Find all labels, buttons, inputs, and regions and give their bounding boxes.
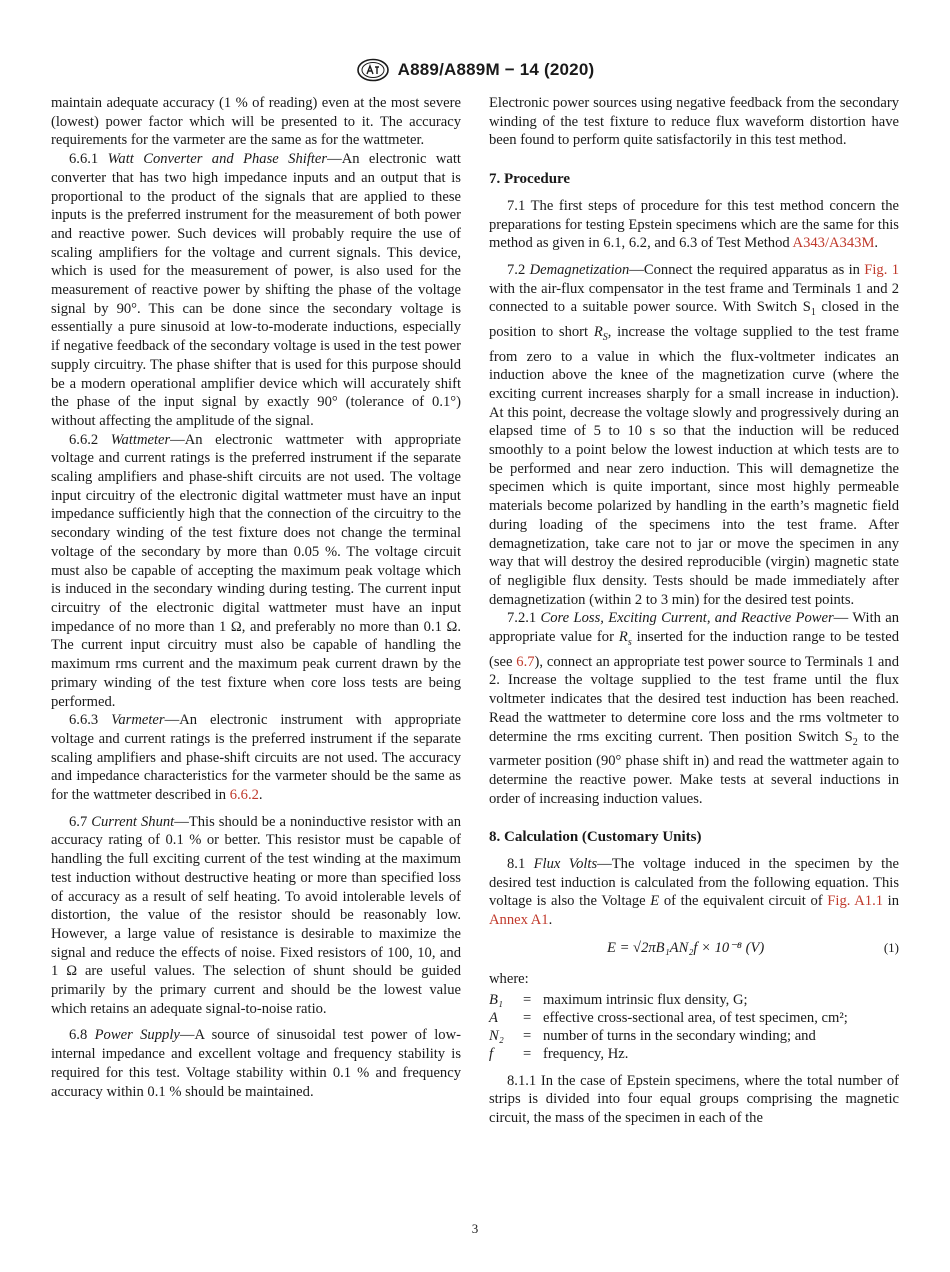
link-a343[interactable]: A343/A343M <box>792 235 875 252</box>
equation-1 <box>489 932 899 966</box>
page-header <box>0 56 950 84</box>
left-column <box>51 94 461 1101</box>
section-8-1: 8.1 Flux Volts—The voltage induced in the specimen by the desired test induction is calculated from the following equation. This voltage is also the Voltage E of the equivalent circuit of Fig. A1.1 in Annex A1. <box>489 855 900 929</box>
right-column <box>489 94 899 1128</box>
section-7-1: 7.1 The first steps of procedure for this test method concern the preparations for testing Epstein specimens which are the same for this method as given in 6.1, 6.2, and 6.3 of Test Method A343/A343M. <box>489 197 899 252</box>
paragraph-intro: maintain adequate accuracy (1 % of reading) even at the most severe (lowest) power factor which will be presented to it. The accuracy requirements for the varmeter are the same as for the wattmeter. <box>51 95 461 149</box>
section-7-2: 7.2 Demagnetization—Connect the required apparatus as in Fig. 1 with the air-flux compensator in the test frame and Terminals 1 and 2 connected to a suitable power source. With Switch $S_1$ closed in the position to short $R_S$, increase the voltage supplied to the test frame from zero to a value in which the flux-voltmeter indicates an induction above the knee of the magnetization curve (where the exciting current increases sharply for a small increase in induction). At this point, decrease the voltage slowly and progressively during an elapsed time of 5 to 10 s so that the induction will be reduced smoothly to a point below the lowest induction at which tests are to be performed and near zero induction. This will demagnetize the specimen which is quite important, since most highly permeable materials become polarized by handling in the earth’s magnetic field during loading of the specimens into the test frame. After demagnetization, take care not to jar or move the specimen in any way that will destroy the desired reproducible (virgin) magnetic state of negligible flux density. Tests should be made immediately after demagnetization (within 2 to 3 min) for the desired test points. <box>489 261 899 608</box>
where-label: where: <box>489 970 529 987</box>
section-8-1-1: 8.1.1 In the case of Epstein specimens, where the total number of strips is divided into four equal groups comprising the magnetic circuit, the mass of the specimen in each of the <box>489 1072 899 1127</box>
link-annex-a1[interactable]: Annex A1 <box>489 912 549 929</box>
section-6-6-1: 6.6.1 Watt Converter and Phase Shifter—An electronic watt converter that has two high impedance inputs and an output that is proportional to the product of the signals that are applied to these inputs is the preferred instrument for the measurement of both power and reactive power. Such devices will probably require the use of scaling amplifiers for the voltage and current signals. This device, which is used for the measurement of power, is also used for the measurement of reactive power by shifting the phase of the voltage signal by 90°. This can be done since the secondary voltage is essentially a pure sinusoid at low-to-moderate inductions, especially if negative feedback of the secondary voltage is used in the test power supply circuitry. The phase shifter that is used for this purpose should be a modern operational amplifier device which will accurately shift the phase of the input signal by exactly 90° (tolerance of 0.1°) without affecting the amplitude of the signal. <box>51 151 461 429</box>
page-number: 3 <box>471 1221 479 1236</box>
section-6-7: 6.7 Current Shunt—This should be a noninductive resistor with an accuracy rating of 0.1 % or better. This resistor must be capable of handling the full exciting current of the test winding at the maximum test induction without destructive heating or more than specified loss of accuracy as a result of self heating. To avoid intolerable levels of distortion, the value of the resistor should be reasonably low. However, a large value of resistance is desirable to maximize the signal and reduce the effects of noise. Fixed resistors of 100, 10, and 1 Ω are useful values. The selection of shunt should be guided primarily by the primary current and should be the lowest value which retains an adequate signal-to-noise ratio. <box>51 813 461 1017</box>
equation-formula: E = √2πB₁AN₂f × 10⁻⁸ (V) <box>607 940 765 957</box>
section-6-8: 6.8 Power Supply—A source of sinusoidal test power of low-internal impedance and excellent voltage and frequency stability is required for this test. Voltage stability within 0.1 % and frequency accuracy within 0.1 % should be maintained. <box>51 1027 461 1100</box>
heading-procedure: 7. Procedure <box>489 171 571 188</box>
link-6-7[interactable]: 6.7 <box>516 653 535 670</box>
heading-calculation: 8. Calculation (Customary Units) <box>489 829 702 846</box>
section-7-2-1: 7.2.1 Core Loss, Exciting Current, and Reactive Power— With an appropriate value for $R_s$ inserted for the induction range to be tested (see 6.7), connect an appropriate test power source to Terminals 1 and 2. Increase the voltage supplied to the test frame until the flux voltmeter indicates that the desired test induction has been reached. Read the wattmeter to determine core loss and the rms voltmeter to determine the rms exciting current. Then position Switch $S_2$ to the varmeter position (90° phase shift in) and read the wattmeter again to determine the reactive power. Make tests at several inductions in order of increasing induction values. <box>489 610 900 807</box>
variable-row: A = effective cross-sectional area, of test specimen, cm²; <box>489 1010 848 1027</box>
link-fig-a1-1[interactable]: Fig. A1.1 <box>827 893 884 910</box>
link-6-6-2[interactable]: 6.6.2 <box>229 787 259 804</box>
document-designation: A889/A889M − 14 (2020) <box>397 60 595 79</box>
variable-row: B₁ = maximum intrinsic flux density, G; <box>489 992 748 1009</box>
variable-row: N₂ = number of turns in the secondary winding; and <box>489 1028 816 1045</box>
section-6-6-3: 6.6.3 Varmeter—An electronic instrument with appropriate voltage and current ratings is the preferred instrument if the separate scaling amplifiers and phase-shift circuits are not used. The accuracy and impedance characteristics for the varmeter should be the same as for the wattmeter described in 6.6.2. <box>51 712 461 804</box>
link-fig-1[interactable]: Fig. 1 <box>864 261 899 278</box>
section-6-6-2: 6.6.2 Wattmeter—An electronic wattmeter with appropriate voltage and current ratings is the preferred instrument if the separate scaling amplifiers and phase-shift circuits are not used. The voltage input circuitry of the electronic digital wattmeter must have an input impedance sufficiently high that the connection of the circuitry to the secondary winding of the test fixture does not change the terminal voltage of the secondary by more than 0.05 %. The voltage circuit must also be capable of accepting the maximum peak voltage which is induced in the secondary winding during testing. The current input circuitry of the electronic digital wattmeter must have an input impedance of no more than 1 Ω, and preferably no more than 0.1 Ω. The current input circuitry must also be capable of handling the maximum rms current and the maximum peak current drawn by the primary winding of the test fixture when core loss tests are being performed. <box>51 431 461 710</box>
paragraph-continued: Electronic power sources using negative feedback from the secondary winding of the test fixture to reduce flux waveform distortion have been found to perform quite satisfactorily in this test method. <box>489 95 899 149</box>
variable-row: f = frequency, Hz. <box>489 1045 629 1062</box>
astm-logo <box>356 58 390 82</box>
equation-number: (1) <box>883 940 899 956</box>
variable-list <box>489 992 899 1063</box>
